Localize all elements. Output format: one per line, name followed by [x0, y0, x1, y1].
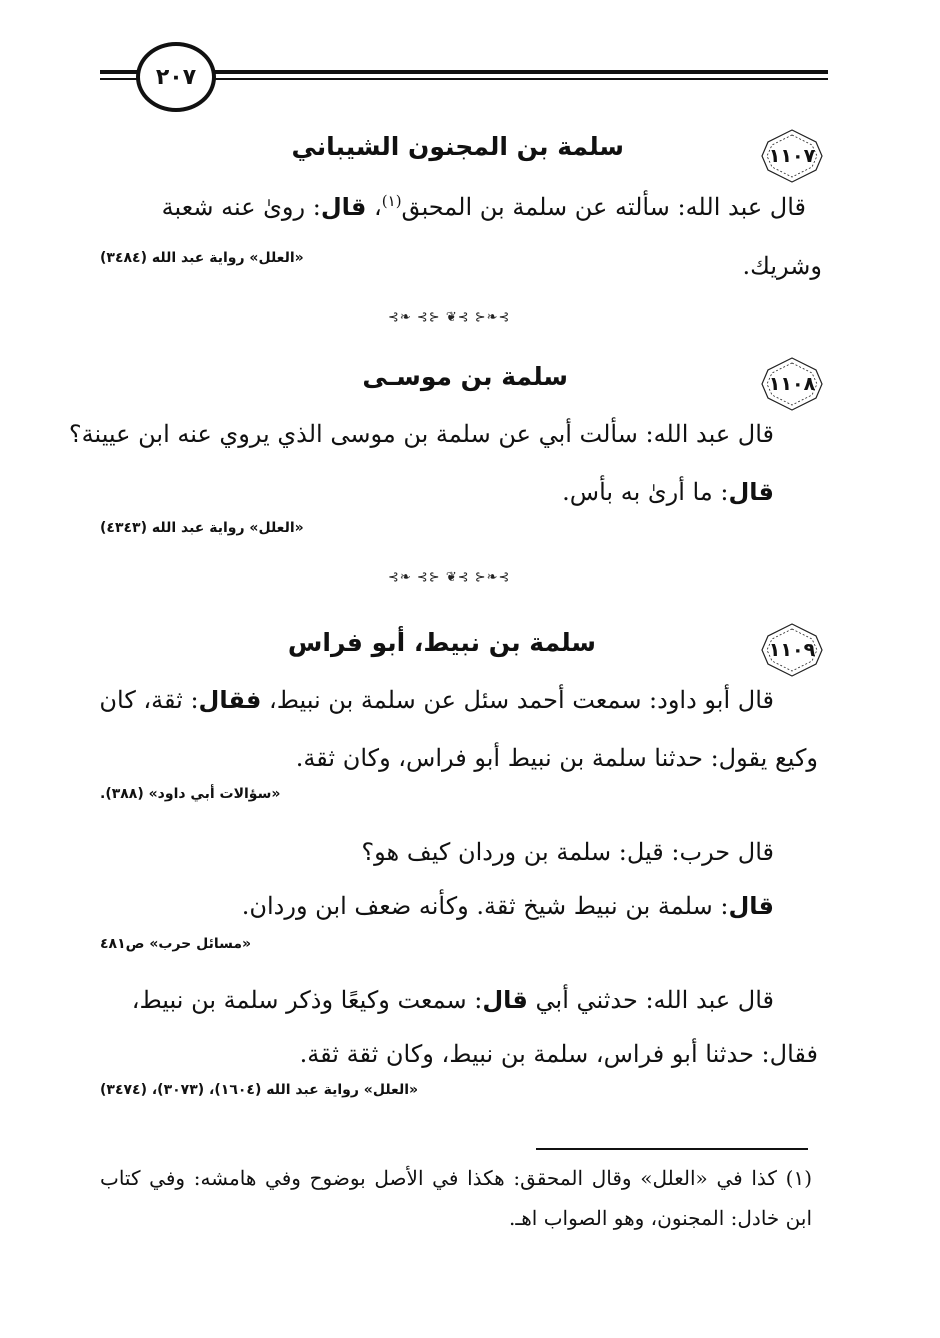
entry-number: ١١٠٩	[768, 639, 816, 661]
footnote-mark: (١)	[785, 1166, 813, 1190]
entry-text-line: وكيع يقول: حدثنا سلمة بن نبيط أبو فراس، وكان ثقة.	[295, 744, 818, 772]
entry-number-badge	[760, 128, 824, 184]
entry-text: : سمعت وكيعًا وذكر سلمة بن نبيط،	[131, 986, 483, 1014]
entry-text: قال أبو داود: سمعت أحمد سئل عن سلمة بن نبيط،	[261, 686, 774, 714]
qal-keyword: فقال	[198, 686, 262, 714]
entry-number: ١١٠٨	[768, 373, 816, 395]
page-number	[136, 42, 216, 112]
qal-keyword: قال	[320, 193, 367, 221]
entry-title: سلمة بن موسـى	[362, 362, 568, 391]
entry-text-line	[242, 892, 774, 920]
footnote-ref[interactable]: (١)	[381, 192, 402, 210]
qal-keyword: قال	[728, 478, 774, 506]
entry-text: : سلمة بن نبيط شيخ ثقة. وكأنه ضعف ابن وردان.	[241, 892, 729, 920]
section-divider-ornament: ⊰❧ ⊰⊱ ❦⊰ ⊱❧⊰	[388, 570, 511, 585]
source-citation: «مسائل حرب» ص٤٨١	[100, 936, 252, 952]
entry-text-line	[132, 986, 774, 1014]
footnote-separator	[536, 1148, 808, 1150]
entry-text-line: فقال: حدثنا أبو فراس، سلمة بن نبيط، وكان ثقة ثقة.	[299, 1040, 818, 1068]
entry-title: سلمة بن المجنون الشيباني	[291, 132, 624, 161]
entry-number-badge	[760, 356, 824, 412]
entry-text-line: وشريك.	[742, 252, 822, 280]
qal-keyword: قال	[728, 892, 774, 920]
entry-text-line: قال حرب: قيل: سلمة بن وردان كيف هو؟	[361, 838, 774, 866]
footnote	[100, 1158, 812, 1238]
source-citation: «العلل» رواية عبد الله (١٦٠٤)، (٣٠٧٣)، (٣٤٧٤)	[100, 1082, 419, 1098]
entry-text: قال عبد الله: سألته عن سلمة بن المحبق	[401, 193, 806, 221]
entry-text-line: قال عبد الله: سألت أبي عن سلمة بن موسى الذي يروي عنه ابن عيينة؟	[68, 420, 774, 448]
entry-text: : ثقة، كان	[99, 686, 199, 714]
entry-text-line	[162, 192, 806, 221]
entry-number-badge	[760, 622, 824, 678]
section-divider-ornament: ⊰❧ ⊰⊱ ❦⊰ ⊱❧⊰	[388, 310, 511, 325]
entry-title: سلمة بن نبيط، أبو فراس	[287, 628, 596, 657]
page-number-text: ٢٠٧	[155, 64, 197, 90]
entry-text: : روىٰ عنه شعبة	[161, 193, 321, 221]
footnote-text: كذا في «العلل» وقال المحقق: هكذا في الأصل بوضوح وفي هامشه: وفي كتاب ابن خادل: المجنون، وهو الصواب اهـ.	[100, 1166, 812, 1230]
source-citation: «سؤالات أبي داود» (٣٨٨).	[100, 786, 281, 802]
entry-text-line	[99, 686, 774, 714]
entry-text: قال عبد الله: حدثني أبي	[527, 986, 774, 1014]
entry-text-line	[562, 478, 774, 506]
entry-text: : ما أرىٰ به بأس.	[562, 478, 729, 506]
entry-text: ،	[366, 193, 382, 221]
source-citation: «العلل» رواية عبد الله (٤٣٤٣)	[100, 520, 304, 536]
entry-number: ١١٠٧	[768, 145, 816, 167]
source-citation: «العلل» رواية عبد الله (٣٤٨٤)	[100, 250, 304, 266]
qal-keyword: قال	[482, 986, 528, 1014]
